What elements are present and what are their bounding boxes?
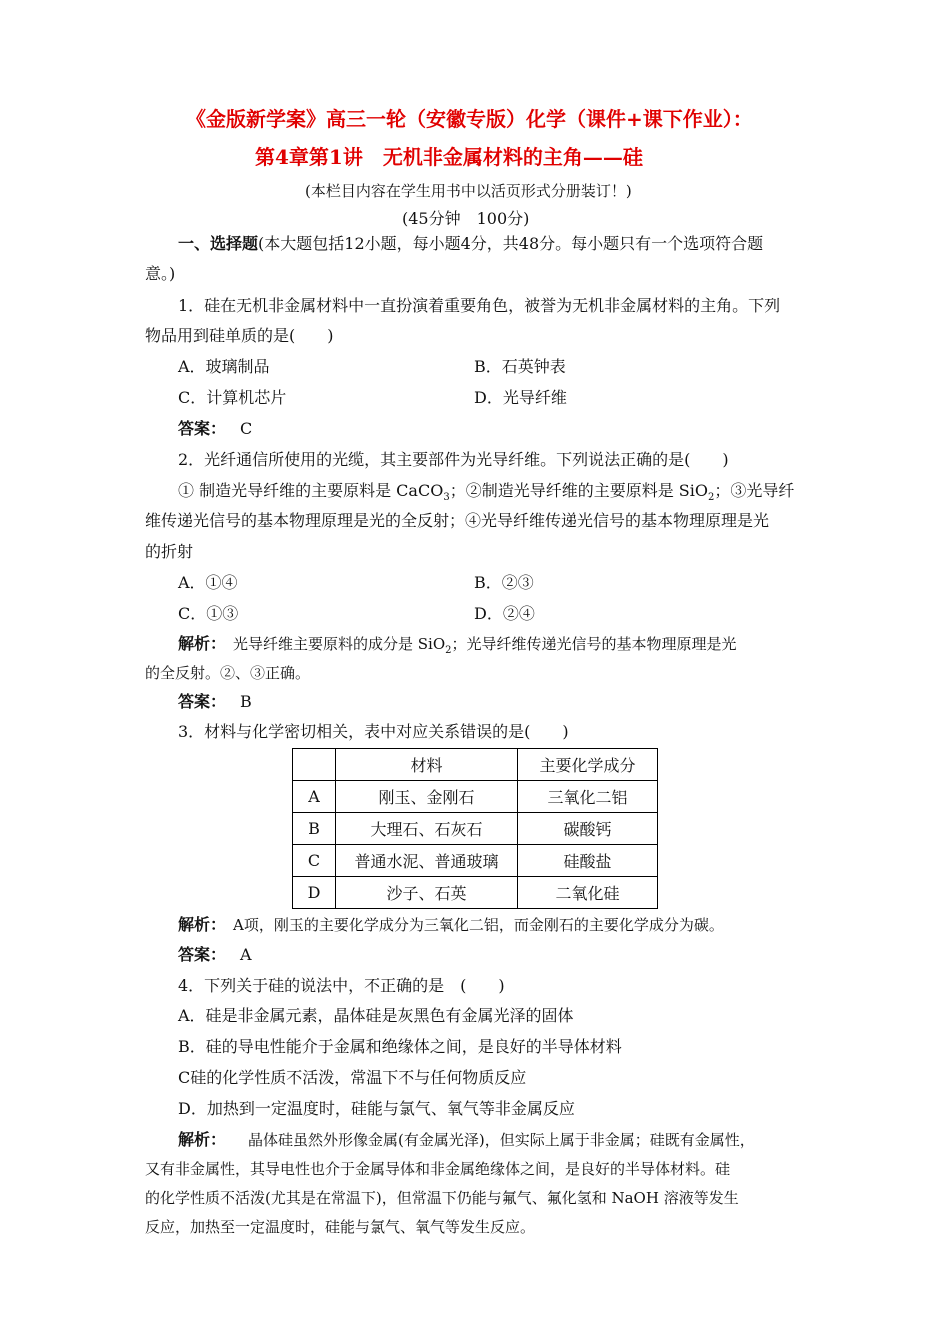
- q2-s1b: 3: [443, 492, 450, 504]
- table-cell: 二氧化硅: [518, 877, 658, 909]
- time-score: (45分钟 100分): [402, 209, 530, 228]
- q2-option-c: C．①③: [178, 604, 239, 623]
- q4-analysis-line3: 的化学性质不活泼(尤其是在常温下)，但常温下仍能与氟气、氟化氢和 NaOH 溶液等发生: [145, 1189, 739, 1207]
- q2-analysis: [178, 634, 737, 661]
- q4-analysis-line1: 晶体硅虽然外形像金属(有金属光泽)，但实际上属于非金属；硅既有金属性，: [218, 1131, 755, 1149]
- table-header-row: [293, 749, 658, 781]
- q2-analysis-b: 2: [445, 645, 452, 656]
- document-title-line2: 第4章第1讲 无机非金属材料的主角——硅: [255, 145, 643, 169]
- q2-stem: 2．光纤通信所使用的光缆，其主要部件为光导纤维。下列说法正确的是( ): [178, 450, 729, 469]
- q4-analysis: [178, 1130, 755, 1150]
- q2-statement-line2: 维传递光信号的基本物理原理是光的全反射；④光导纤维传递光信号的基本物理原理是光: [145, 511, 770, 530]
- q1-option-a: A．玻璃制品: [178, 357, 270, 376]
- table-row: [293, 813, 658, 845]
- answer-label: 答案：: [178, 692, 227, 711]
- q4-option-b: B．硅的导电性能介于金属和绝缘体之间，是良好的半导体材料: [178, 1037, 622, 1056]
- q2-statement-line3: 的折射: [145, 542, 194, 561]
- table-row: [293, 845, 658, 877]
- q3-analysis: [178, 915, 724, 935]
- answer-label: 答案：: [178, 419, 227, 438]
- q1-answer: [178, 419, 252, 439]
- q3-analysis-text: A项，刚玉的主要化学成分为三氧化二铝，而金刚石的主要化学成分为碳。: [218, 916, 724, 934]
- table-cell: 三氧化二铝: [518, 781, 658, 813]
- table-cell: 普通水泥、普通玻璃: [336, 845, 518, 877]
- q1-stem-cont: 物品用到硅单质的是( ): [145, 326, 334, 345]
- table-cell: D: [293, 877, 336, 909]
- section-heading: 一、选择题: [178, 234, 259, 253]
- section-heading-line: [178, 234, 805, 254]
- table-cell: 大理石、石灰石: [336, 813, 518, 845]
- q2-statement-line1: [178, 481, 794, 508]
- q2-s1c: ；②制造光导纤维的主要原料是 SiO: [449, 481, 708, 500]
- q3-stem: 3．材料与化学密切相关，表中对应关系错误的是( ): [178, 722, 569, 741]
- q4-stem: 4．下列关于硅的说法中，不正确的是 ( ): [178, 976, 505, 995]
- q4-option-c: C硅的化学性质不活泼，常温下不与任何物质反应: [178, 1068, 527, 1087]
- table-cell: 碳酸钙: [518, 813, 658, 845]
- q2-analysis-a: 光导纤维主要原料的成分是 SiO: [218, 635, 446, 653]
- q1-stem: 1．硅在无机非金属材料中一直扮演着重要角色，被誉为无机非金属材料的主角。下列: [178, 296, 781, 315]
- analysis-label: 解析：: [178, 634, 219, 653]
- table-header-cell: 材料: [336, 749, 518, 781]
- q2-option-d: D．②④: [474, 604, 535, 623]
- q1-option-c: C．计算机芯片: [178, 388, 287, 407]
- q4-option-d: D．加热到一定温度时，硅能与氯气、氧气等非金属反应: [178, 1099, 575, 1118]
- q4-option-a: A．硅是非金属元素，晶体硅是灰黑色有金属光泽的固体: [178, 1006, 574, 1025]
- table-row: [293, 781, 658, 813]
- q2-option-a: A．①④: [178, 573, 238, 592]
- table-cell: 硅酸盐: [518, 845, 658, 877]
- q4-analysis-line2: 又有非金属性，其导电性也介于金属导体和非金属绝缘体之间，是良好的半导体材料。硅: [145, 1160, 731, 1178]
- table-cell: B: [293, 813, 336, 845]
- table-cell: 刚玉、金刚石: [336, 781, 518, 813]
- q1-option-b: B．石英钟表: [474, 357, 566, 376]
- analysis-label: 解析：: [178, 1130, 219, 1149]
- q2-s1a: ① 制造光导纤维的主要原料是 CaCO: [178, 481, 444, 500]
- table-header-cell: 主要化学成分: [518, 749, 658, 781]
- table-header-cell: [293, 749, 336, 781]
- analysis-label: 解析：: [178, 915, 219, 934]
- section-text: (本大题包括12小题，每小题4分，共48分。每小题只有一个选项符合题: [258, 234, 764, 253]
- q1-option-d: D．光导纤维: [474, 388, 567, 407]
- q2-option-b: B．②③: [474, 573, 534, 592]
- table-cell: 沙子、石英: [336, 877, 518, 909]
- q2-s1d: 2: [708, 492, 715, 504]
- table-cell: C: [293, 845, 336, 877]
- answer-value: B: [240, 692, 252, 711]
- section-text-cont: 意。): [145, 264, 176, 283]
- binding-note: (本栏目内容在学生用书中以活页形式分册装订！): [305, 182, 632, 200]
- table-cell: A: [293, 781, 336, 813]
- q4-analysis-line4: 反应，加热至一定温度时，硅能与氯气、氧气等发生反应。: [145, 1218, 536, 1236]
- q2-s1e: ；③光导纤: [714, 481, 795, 500]
- answer-label: 答案：: [178, 945, 227, 964]
- answer-value: C: [240, 419, 253, 438]
- q3-answer: [178, 945, 252, 965]
- q2-answer: [178, 692, 252, 712]
- materials-table: [292, 748, 658, 909]
- q2-analysis-cont: 的全反射。②、③正确。: [145, 664, 311, 682]
- document-title-line1: 《金版新学案》高三一轮（安徽专版）化学（课件+课下作业）：: [186, 107, 753, 131]
- table-row: [293, 877, 658, 909]
- answer-value: A: [240, 945, 252, 964]
- q2-analysis-c: ；光导纤维传递光信号的基本物理原理是光: [451, 635, 737, 653]
